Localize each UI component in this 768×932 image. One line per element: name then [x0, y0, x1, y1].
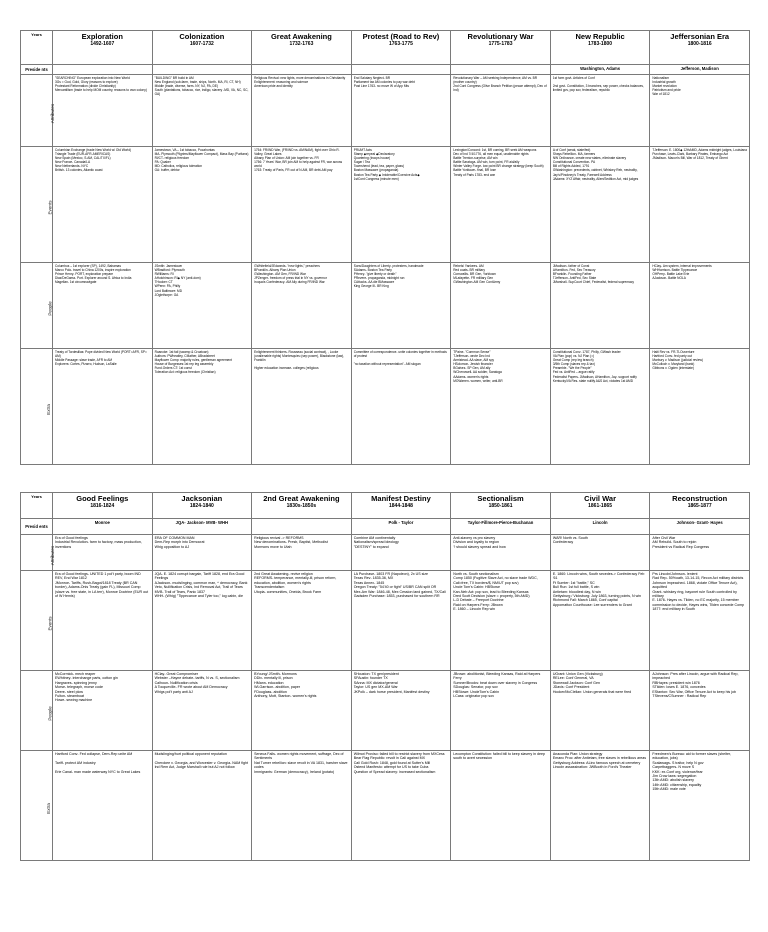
era-name: Jeffersonian Era [670, 32, 730, 41]
content-cell: BYoung/ JSmith- Mormons DDix- mentally ill, prison HMann- education WLGarrison- abolition, paper FDouglass- abolition Anthony, Mott, Stanton- women's rights [252, 671, 352, 751]
content-cell: Treaty of Tordesillas: Pope divided New World (PORT=AFR, SP= AM) Middle Passage: slave trade, AFR to AM Explorers: Cortes, Pizarro, Hudson, LaSalle [53, 349, 153, 465]
content-cell: Era of Good feelings- UNITED 1 pol't party, boom IND REV, End War 1812 JMonroe- Tariffs, Rush-Bagot/1818 Treaty (BR CAN border), Adams-Onis Treaty (gain FL), Missouri Comp (slave vs. free state, in LA terr), Monroe Doctrine (EUR out of W Hemis) [53, 571, 153, 671]
content-cell: Roanoke: 1st fail (swamp & Croatoan) Authors: PWheatley, CMather, ABradstreet Mayflower Comp: majority rules, gentleman agreement House of Burgesses:1st rep leg assembly Fund.Orders CT: 1st const Toleration Act: religious freedom (Christian) [152, 349, 252, 465]
row-label-extra: Extra [43, 751, 53, 861]
era-header [451, 493, 551, 519]
content-cell: TPaine- "Common Sense" TJefferson- wrote Dec Ind Armistead- AA slave, AM spy HSolomon- Jewish financier BGalvez- SP Gen, AM ally WChenowell- AA soldier, Saratoga AAdams- women's rights MOWarren- women, writer, anti-BR [451, 349, 551, 465]
era-years: 1861-1865 [588, 503, 613, 509]
era-years: 1830s-1850s [286, 503, 317, 509]
president-cell: Jefferson, Madison [650, 65, 750, 75]
era-years: 1783-1800 [588, 41, 613, 47]
president-cell: Washington, Adams [550, 65, 650, 75]
era-years: 1816-1824 [90, 503, 115, 509]
era-header [53, 493, 153, 519]
era-years: 1800-1816 [687, 41, 712, 47]
content-cell: UGrant: Union Gen (Vicksburg) RELee: Conf General, VA Stonewall Jackson: Conf Gen JDavis: Conf President Hooker/McClellan: Union generals that were fired [550, 671, 650, 751]
era-name: Colonization [179, 32, 225, 41]
content-cell: Nationalism Industrial growth Market revolution Patriotism and pride War of 1812 [650, 75, 750, 147]
years-label: Years [21, 493, 53, 519]
content-cell: Enlightenment thinkers- Rousseau (social contract), , Locke (unalienable rights) Montesquieu (sep power), Blackstone (law), Franklin Higher education increase- colleges (religious [252, 349, 352, 465]
president-cell [152, 65, 252, 75]
content-cell: Columbian Exchange (trade New World w/ Old World) Triangle Trade (EUR-AFR-AMERICAS) New Spain (Mexico, S.AM, CAL/TX/FL) New France- Canada/LA New Netherlands- NYC British- 13 colonies, Atlantic coast [53, 147, 153, 263]
era-name: Sectionalism [477, 494, 524, 503]
content-cell: Wilmot Proviso: failed bill to restrict slavery from MXCess Bear Flag Republic: revolt in Cali against MX Cali Gold Rush: 1848, gold found at Sutter's Mill Ostend Manifesto: attempt for US to take Cuba Question of Spread slavery: increased sectionalism [351, 751, 451, 861]
content-cell: JQA- E. 1824 corrupt bargain, Tariff 1828, end Era Good Feelings AJackson- mudslinging, common man, ^ democracy, Bank Veto, Nullification Crisis, Ind Removal Act, Trail of Tears MVB- Trail of Tears, Panic 1837 WHH- (Whig) "Tippecanoe and Tyler too," log cabin, die [152, 571, 252, 671]
content-cell: Lexington/Concord: 1st, BR coming, BR seek AM weapons Dec of Ind 7/4/1776, all men equal, unalienable rights Battle Trenton-surprise, AM win Battle Saratoga- AM win, turn point, FR aid/ally Winter Valley Forge- low point BR change strategy (keep South) Battle Yorktown- final, BR lose Treaty of Paris 1783- end war [451, 147, 551, 263]
content-cell: JBrown: abolitionist, Bleeding Kansas, Raid at Harpers Ferry Sumner/Brooks: beat down over slavery in Congress SDouglas: Senator, pop sov HBStowe: UncleTom's Cabin LCass: originator pop sov [451, 671, 551, 751]
content-cell: 1754: FR/IND War, (FR/IND vs. AM/NAM), fight over Ohio R. Valley, Great Lakes Albany Plan of Union: AM join together vs. FR 1756: 7 Years' War, BR join AM to help against FR, war across world 1763: Treaty of Paris, FR out of N.AM, BR debt-AM pay [252, 147, 352, 263]
content-cell: McCormick- mech reaper EWhitney- interchange parts, cotton gin Hargraves- spinning jenny Morse- telegraph, morse code Deere- steel plow Fulton- steamboat Howe- sewing machine [53, 671, 153, 751]
content-cell: Haiti Rev vs. FR-TLOuverture Hartford Conv- fed party out Marbury v. Madison (judicial review) McCulloch v. Maryland (bank) Gibbons v. Ogden (interstate) [650, 349, 750, 465]
president-cell [451, 65, 551, 75]
content-cell: LA Purchase- 1803 FR (Napoleon), 2x US size Texas Rev- 1835-36, MX Texas Annex- 1845 Oregon Treaty: "54'40 or fight" US/BR CAN split OR Mex-Am War: 1846-48, Mex Cession land gained, TX/Cali Gadsden Purchase: 1853, purchased for southern RR [351, 571, 451, 671]
content-cell: Columbus – 1st explorer (SP), 1492, Bahamas Marco Polo- travel to China 1200s, inspire exploration Prince Henry- PORT, exploration prepare Diaz/DeGama- Port. Explorer around S. Africa to India Magellan- 1st circumnavigate [53, 263, 153, 349]
content-cell: Hartford Conv- Fed collapse, Dem-Rep unite AM Tariff- protect AM industry Erie Canal- man made waterway NYC to Great Lakes [53, 751, 153, 861]
row-label-attributes: Attributes [43, 75, 53, 147]
era-name: Revolutionary War [467, 32, 534, 41]
era-years: 1865-1877 [687, 503, 712, 509]
content-cell: 1st form govt- Articles of Conf 2nd govt- Constitution, 3 branches, sep power, checks balances, limited gov, pop sov, federalism, republic [550, 75, 650, 147]
president-cell: Lincoln [550, 519, 650, 535]
content-cell: End Salutary Neglect- BR Parliament tax AM colonies to pay war debt Post Line 1763- no move W of App Mts [351, 75, 451, 147]
content-cell: Era of Good feelings Industrial Revolution- farm to factory, mass production, inventions [53, 535, 153, 571]
content-cell: JMadison- father of Const AHamilton- Fed, Sec Treasury BFranklin- Founding Father TJefferson- AntiFed, Sec State JMarshall- SupCourt Chief, Federalist, federal supremacy [550, 263, 650, 349]
content-cell: 2nd Great Awakening- revive religion REFORMS- temperance, mentally-ill, prison reform, education, abolition, women's rights Transcendentalism Utopia- communities, Oneida, Brook Farm [252, 571, 352, 671]
era-header [53, 31, 153, 65]
content-cell: HClay- Great Compromiser Webster –Hayne debate- tariffs, N vs. S, sectionalism Calhoun- Nullification crisis A Tocqueville- FR wrote about AM Democracy Whigs pol't party anti AJ [152, 671, 252, 751]
content-cell: TJefferson: E. 1800◆ 12thAMD, Adams midnight judges, Louisiana Purchase, Lewis-Clark, Barbary Pirates, Embargo Act JMadison- Macon's Bill, War of 1812, Treaty of Ghent [650, 147, 750, 263]
era-header [550, 31, 650, 65]
content-cell: SHouston: TX gen/president SFAustin: founder TX SAnna: MX dictator/general Taylor: US gen MX-AM War JKPolk – dark horse president, Manifest destiny [351, 671, 451, 751]
content-cell: Combine AM continentally Nationalism/spread ideology "DESTINY" to expand [351, 535, 451, 571]
row-label-people: People [43, 263, 53, 349]
era-name: New Republic [575, 32, 625, 41]
president-cell [252, 65, 352, 75]
content-cell: ERA OF COMMON MAN Dem-Rep morph into Democrat Whig opposition to AJ [152, 535, 252, 571]
content-cell: Jamestown, VA – 1st tobacco, Pocahontas MA- Plymouth (Pilgrims/Mayflower Compact), Mass Bay (Puritans) RI/CT- religious freedom PA: Quaker MD: Catholics, religious toleration GA: buffer, debtor [152, 147, 252, 263]
row-label-extra: Extra [43, 349, 53, 465]
era-years: 1775-1783 [488, 41, 513, 47]
content-cell: Anaconda Plan: Union strategy Emanc Proc: after Antietam, free slaves in rebellious areas Gettysburg Address: ALinc famous speech at cemetery Lincoln assassination: JWBooth in Ford's Theater [550, 751, 650, 861]
row-label-people: People [43, 671, 53, 751]
era-years: 1492-1607 [90, 41, 115, 47]
top-chart [20, 30, 750, 465]
content-cell: GWhitefield/JEdwards- "new lights," preachers BFranklin- Albany Plan Union GWashington- AM Gen, FR/IND War JPZenger- freedom of press trial in NY vs. governor Iroquois Confederacy- AM Ally during FR/IND War [252, 263, 352, 349]
content-cell: "SEARCHING" European exploration into New World 3Gs = God, Gold, Glory (reasons to explore) Protestant Reformation (divide Christianity) Mercantilism (trade to help MOM country, reasons to own colony) [53, 75, 153, 147]
era-years: 1844-1848 [389, 503, 413, 509]
content-cell: Lecompton Constitution: failed bill to keep slavery in deep south to avert secession [451, 751, 551, 861]
content-cell: After Civil War AM Rebuild- South to rejoin President vs Radical Rep Congress [650, 535, 750, 571]
president-cell: Johnson- Grant- Hayes [650, 519, 750, 535]
era-header [451, 31, 551, 65]
content-cell: WAR! North vs. South Confederacy [550, 535, 650, 571]
content-cell: Constitutional Conv- 1787, Philly, GWash leader VA Plan (pop) vs. NJ Plan (=) Great Comp (rep leg branch) 3/5th Comp (slaves rep & tax) Preamble- "We the People" Fed vs. AntiFed – argue ratify Federalist Papers- JMadison, AHamilton, Jay- support ratify Kentucky/VA Res- state nullify A&S Act, violates 1st AMD [550, 349, 650, 465]
era-header [252, 31, 352, 65]
content-cell: Freedmen's Bureau: aid to former slaves (shelter, education, jobs) Scalawags- S traitor, help N gov Carpetbaggers- N move S KKK: ex-Conf org, violence/fear Jim Crow laws: segregation 13th AMD: abolish slavery 14th AMD: citizenship, equality 15th AMD: male vote [650, 751, 750, 861]
content-cell: Prs Lincoln/Johnson- lenient Rad Rep- 50%oath, 13-14-15, Recon Act military districts Johnson impeached- 1868, violate Office Tenure Act), acquitted Grant- whiskey ring, bayonet rule South controlled by military E. 1876- Hayes vs. Tilden, no EC majority, 15 member commission to decide, Hayes wins, Tilden concede Comp 1877: end military in South [650, 571, 750, 671]
bottom-chart [20, 492, 750, 861]
row-label-attributes: Attributes [43, 535, 53, 571]
presidents-label: Preside nts [21, 65, 53, 75]
era-years: 1824-1840 [189, 503, 214, 509]
era-name: Great Awakening [270, 32, 332, 41]
row-label-events: Events [43, 147, 53, 263]
era-years: 1850-1861 [488, 503, 513, 509]
era-header [252, 493, 352, 519]
content-cell: JSmith: Jamestown WBradford: Plymouth RWilliams: RI AHutchinson: RI◆ NY (anti-dom) THooker: CT WPenn: PA, Philly Lord Baltimore: MD JOglethorpe: GA [152, 263, 252, 349]
content-cell: HClay- Am system, internal improvements WHHarrison- Battle Tippecanoe OHPerry- Battle Lake Erie AJackson- Battle NOLA [650, 263, 750, 349]
era-header [650, 493, 750, 519]
row-label-events: Events [43, 571, 53, 671]
content-cell: North vs. South sectionalism Comp 1850 (Fugitive Slave Act, no slave trade WDC, Cali=free, TX borders/$, NM/UT pop sov) Uncle Tom's Cabin: HBStowe Kan-Neb Act: pop sov, lead to Bleeding Kansas Dred Scott Decision (slave = property, 5th AMD) L-D Debate – Freeport Doctrine Raid on Harpers Ferry: JBrown E. 1860 – Lincoln Rep win [451, 571, 551, 671]
president-cell [53, 65, 153, 75]
era-header [152, 31, 252, 65]
presidents-label: Presid ents [21, 519, 53, 535]
content-cell: Anti-slavery vs pro slavery Division and loyalty to region ? should slavery spread and how [451, 535, 551, 571]
era-name: Manifest Destiny [371, 494, 431, 503]
president-cell: JQA- Jackson- MVB- WHH [152, 519, 252, 535]
content-cell: Mudslinging/hurt political opponent reputation Cherokee v. Georgia, and Worcester v. Georgia- NAM fight Ind Rem Act, Judge Marshall rule but AJ not follow [152, 751, 252, 861]
era-name: Jacksonian [181, 494, 223, 503]
era-name: Reconstruction [672, 494, 728, 503]
content-cell: Rebels/ Yankees- AM Red coats- BR military Cornwallis- BR Gen, Yorktown MLafayette- FR military Gen GWashington-AM Gen ContArmy [451, 263, 551, 349]
content-cell: Seneca Falls- women rights movement, suffrage, Dec of Sentiments Nat Turner rebellion: slave revolt in VA 1831, harsher slave codes Immigrants: German (democracy), Ireland (potato) [252, 751, 352, 861]
era-header [351, 31, 451, 65]
president-cell: Taylor-Fillmore-Pierce-Buchanan [451, 519, 551, 535]
content-cell: Religious Revival: new lights, more denominations in Christianity Enlightenment: reasoning and science American pride and identity [252, 75, 352, 147]
content-cell: Sons/Daughters of Liberty- protesters, handmade SAdams- Boston Tea Party PHenry- "give liberty or death" PRevere- propaganda, midnight run CAttucks- AA die BMassacre King George III- BR King [351, 263, 451, 349]
era-name: Protest (Road to Rev) [362, 32, 440, 41]
era-name: Exploration [81, 32, 123, 41]
bottom-table [20, 492, 750, 861]
years-label: Years [21, 31, 53, 65]
era-years: 1607-1732 [189, 41, 214, 47]
president-cell: Polk - Taylor [351, 519, 451, 535]
content-cell: E. 1860: Lincoln wins, South secedes-> Confederacy Feb '61 Ft Sumter: 1st "battle," SC Bull Run: 1st full battle, S win Antietam: bloodiest day, N win Gettysburg / Vicksburg: July 1863, turning points, N win Richmond Fall: March 1865, Conf capital Appomattox Courthouse: Lee surrenders to Grant [550, 571, 650, 671]
era-header [152, 493, 252, 519]
content-cell: AJohnson: Pres after Lincoln, argue with Radical Rep, impeached RBHayes: president win 1876 STilden: loses E. 1876, concedes EStanton: Sec War, Office Tenure Act to keep his job TStevens/CSumner : Radical Rep [650, 671, 750, 751]
president-cell [351, 65, 451, 75]
era-header [650, 31, 750, 65]
content-cell: "BUILDING" BR build in AM New England (sub-farm, trade, ships, North- MA, RI, CT, NH) Middle (trade, diverse, farm- NY, NJ, PA, DE) South (plantations, tobacco, rice, indigo, slavery -MD, VA, NC, SC, GA) [152, 75, 252, 147]
era-years: 1763-1775 [389, 41, 413, 47]
content-cell: PRUMT Acts Stamp ◆repeal ◆Declaratory Quartering (troops house) Sugar / Tea Townshend (lead, tea, paper, glass) Boston Massacre (propaganda) Boston Tea Party ◆ Intolerable/Coercive Acts◆ 1stCont Congress (minute men) [351, 147, 451, 263]
era-name: Good Feelings [76, 494, 129, 503]
content-cell: Committee of correspondence- unite colonies together in methods of protest "no taxation without representation"- AM slogan [351, 349, 451, 465]
content-cell: Revolutionary War – AM seeking Independence, AM vs. BR (mother country) 2nd Cont Congress (Olive Branch Petition (peace attempt), Dec of Ind) [451, 75, 551, 147]
era-header [550, 493, 650, 519]
era-header [351, 493, 451, 519]
content-cell: A of Conf (weak, state/fed) Shays Rebellion- MA, farmers NW Ordinance- create new states, eliminate slavery Constitutional Convention- PA Bill of Rights Added, 1791 GWashington: precedents, cabinet, Whiskey Reb, neutrality, Jay's/Pinckney's Treaty, Farewell Address JAdams: XYZ Affair, neutrality, Alien/Sedition Act, mid judges [550, 147, 650, 263]
era-name: 2nd Great Awakening [263, 494, 340, 503]
era-name: Civil War [584, 494, 616, 503]
top-table [20, 30, 750, 465]
content-cell: Religious revival -> REFORMS New denominations- Presb, Baptist, Methodist Mormons move to Utah [252, 535, 352, 571]
president-cell: Monroe [53, 519, 153, 535]
era-years: 1732-1763 [289, 41, 314, 47]
president-cell [252, 519, 352, 535]
